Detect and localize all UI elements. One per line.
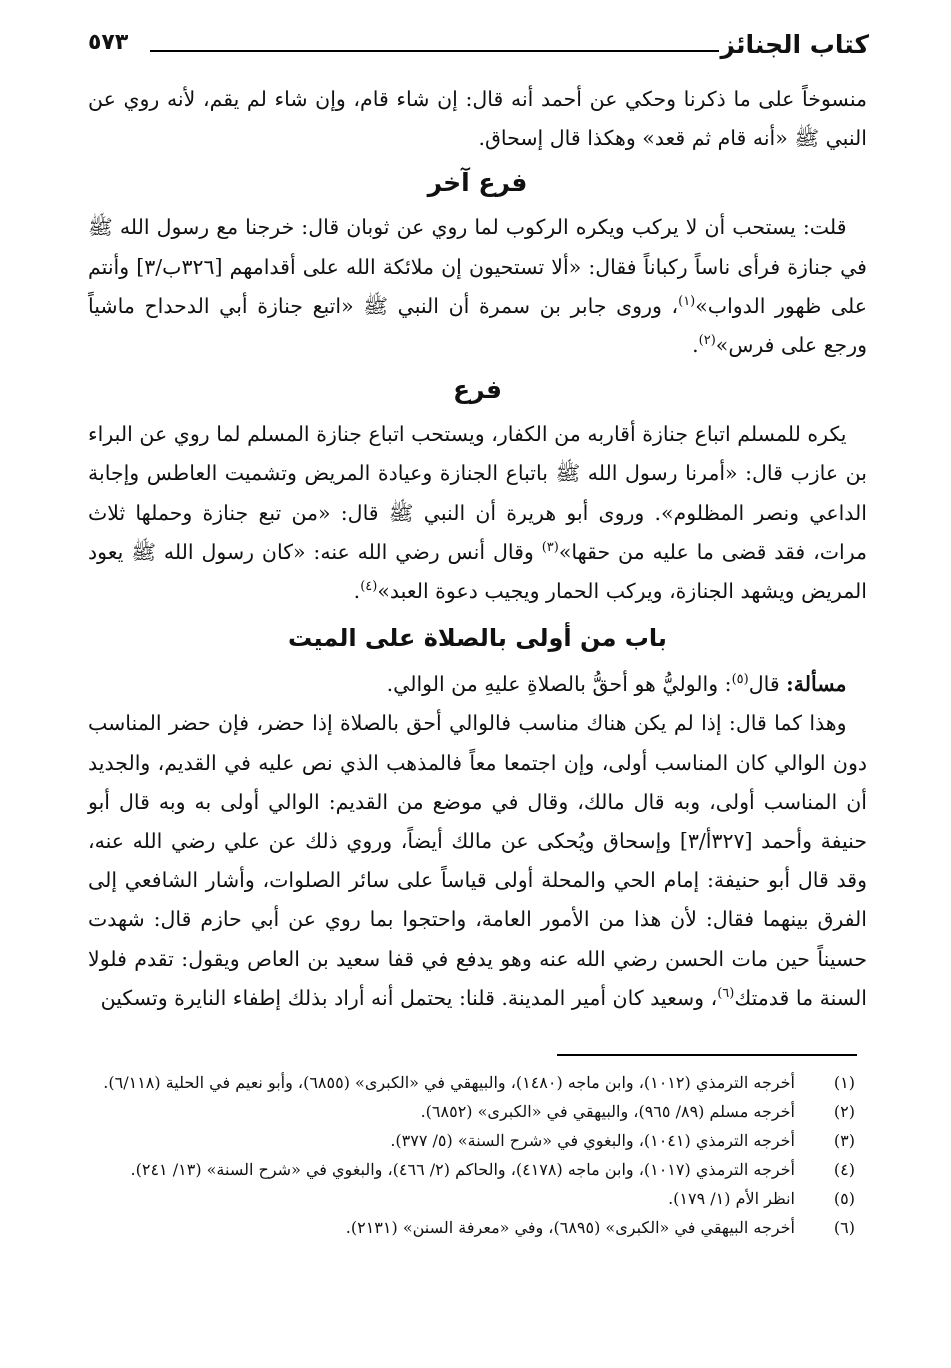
paragraph [88, 704, 867, 1018]
footnote-separator [557, 1054, 857, 1056]
section-heading: فرع آخر [427, 168, 528, 198]
main-text [88, 80, 867, 1018]
paragraph-text: . [353, 579, 361, 604]
footnotes [88, 1068, 855, 1242]
paragraph-text: ، وروى جابر بن سمرة أن النبي ﷺ «اتبع جنازة أبي الدحداح ماشياً ورجع على فرس» [88, 293, 867, 358]
footnote-number: (٦) [833, 1218, 855, 1237]
footnote-ref: (٢) [698, 333, 716, 349]
paragraph-text: يكره للمسلم اتباع جنازة أقاربه من الكفار، ويستحب اتباع جنازة المسلم لما روي عن البراء بن عازب قال: «أمرنا رسول الله ﷺ باتباع الجنازة وعيادة المريض وتشميت العاطس وإجابة الداعي ونصر المظلوم». وروى أبو هريرة أن النبي ﷺ قال: «من تبع جنازة وحملها ثلاث مرات، فقد قضى ما عليه من حقها» [88, 422, 867, 564]
footnote-text: أخرجه الترمذي (١٠١٢)، وابن ماجه (١٤٨٠)، والبيهقي في «الكبرى» (٦٨٥٥)، وأبو نعيم في الحلية (٦/١١٨). [103, 1073, 795, 1092]
paragraph [88, 415, 867, 611]
paragraph-text: قلت: يستحب أن لا يركب ويكره الركوب لما روي عن ثوبان قال: خرجنا مع رسول الله ﷺ في جنازة فرأى ناساً ركباناً فقال: «ألا تستحيون إن ملائكة الله على أقدامهم [٣٢٦ب/٣] وأنتم على ظهور الدواب» [88, 215, 867, 318]
footnote [88, 1184, 855, 1213]
footnote-ref: (٣) [541, 540, 559, 555]
footnote-ref: (١) [678, 293, 696, 309]
footnote [88, 1213, 855, 1242]
footnote-number: (٣) [833, 1131, 855, 1150]
issue-paragraph [88, 665, 867, 704]
footnote-text: أخرجه الترمذي (١٠١٧)، وابن ماجه (٤١٧٨)، والحاكم (٢/ ٤٦٦)، والبغوي في «شرح السنة» (١٣/ ٢٤١). [130, 1160, 795, 1179]
section-heading: فرع [453, 375, 502, 405]
footnote [88, 1126, 855, 1155]
footnote-text: أخرجه البيهقي في «الكبرى» (٦٨٩٥)، وفي «معرفة السنن» (٢١٣١). [345, 1218, 795, 1237]
page-number: ٥٧٣ [88, 30, 129, 55]
footnote-number: (٥) [833, 1189, 855, 1208]
footnote-text: انظر الأم (١/ ١٧٩). [668, 1189, 795, 1208]
footnote-ref: (٤) [360, 579, 378, 595]
paragraph-text: وهذا كما قال: إذا لم يكن هناك مناسب فالوالي أحق بالصلاة إذا حضر، فإن حضر المناسب دون الوالي كان المناسب أولى، وإن اجتمعا معاً فالمذهب الذي نص عليه في القديم، والجديد أن المناسب أولى، وبه قال مالك، وقال في موضع من القديم: الوالي أولى به وبه قال أبو حنيفة وأحمد [٣٢٧أ/٣] وإسحاق ويُحكى عن مالك أيضاً، وروي ذلك عن علي رضي الله عنه، وقد قال أبو حنيفة: إمام الحي والمحلة أولى قياساً على سائر الصلوات، وأشار الشافعي إلى الفرق بينهما فقال: لأن هذا من الأمور العامة، واحتجوا بما روي عن أبي حازم قال: شهدت حسيناً حين مات الحسن رضي الله عنه وهو يدفع في قفا سعيد بن العاص ويقول: تقدم فلولا السنة ما قدمتك [88, 711, 867, 1010]
footnote [88, 1068, 855, 1097]
chapter-heading: باب من أولى بالصلاة على الميت [288, 624, 667, 653]
footnote-number: (٤) [833, 1160, 855, 1179]
paragraph-text: : والوليُّ هو أحقُّ بالصلاةِ عليهِ من الوالي. [386, 672, 732, 697]
book-title: كتاب الجنائز [720, 30, 869, 59]
footnote-text: أخرجه الترمذي (١٠٤١)، والبغوي في «شرح السنة» (٥/ ٣٧٧). [390, 1131, 795, 1150]
issue-label: مسألة: [786, 672, 847, 697]
running-header [88, 30, 869, 70]
footnote-ref: (٦) [717, 986, 735, 1002]
footnote-number: (١) [833, 1073, 855, 1092]
footnote-text: أخرجه مسلم (٨٩/ ٩٦٥)، والبيهقي في «الكبرى» (٦٨٥٢). [420, 1102, 795, 1121]
paragraph [88, 208, 867, 365]
paragraph-text: قال [748, 672, 787, 697]
footnote-ref: (٥) [731, 672, 749, 688]
paragraph-text: ، وسعيد كان أمير المدينة. قلنا: يحتمل أنه أراد بذلك إطفاء النايرة وتسكين [100, 985, 718, 1010]
paragraph-text: . [692, 333, 699, 358]
footnote [88, 1155, 855, 1184]
footnote [88, 1097, 855, 1126]
paragraph: منسوخاً على ما ذكرنا وحكي عن أحمد أنه قال: إن شاء قام، وإن شاء لم يقم، لأنه روي عن النبي ﷺ «أنه قام ثم قعد» وهكذا قال إسحاق. [88, 87, 867, 151]
footnote-number: (٢) [833, 1102, 855, 1121]
paragraph-text: وقال أنس رضي الله عنه: «كان رسول الله ﷺ يعود المريض ويشهد الجنازة، ويركب الحمار ويجيب دعوة العبد» [88, 539, 867, 604]
header-rule [150, 50, 719, 52]
